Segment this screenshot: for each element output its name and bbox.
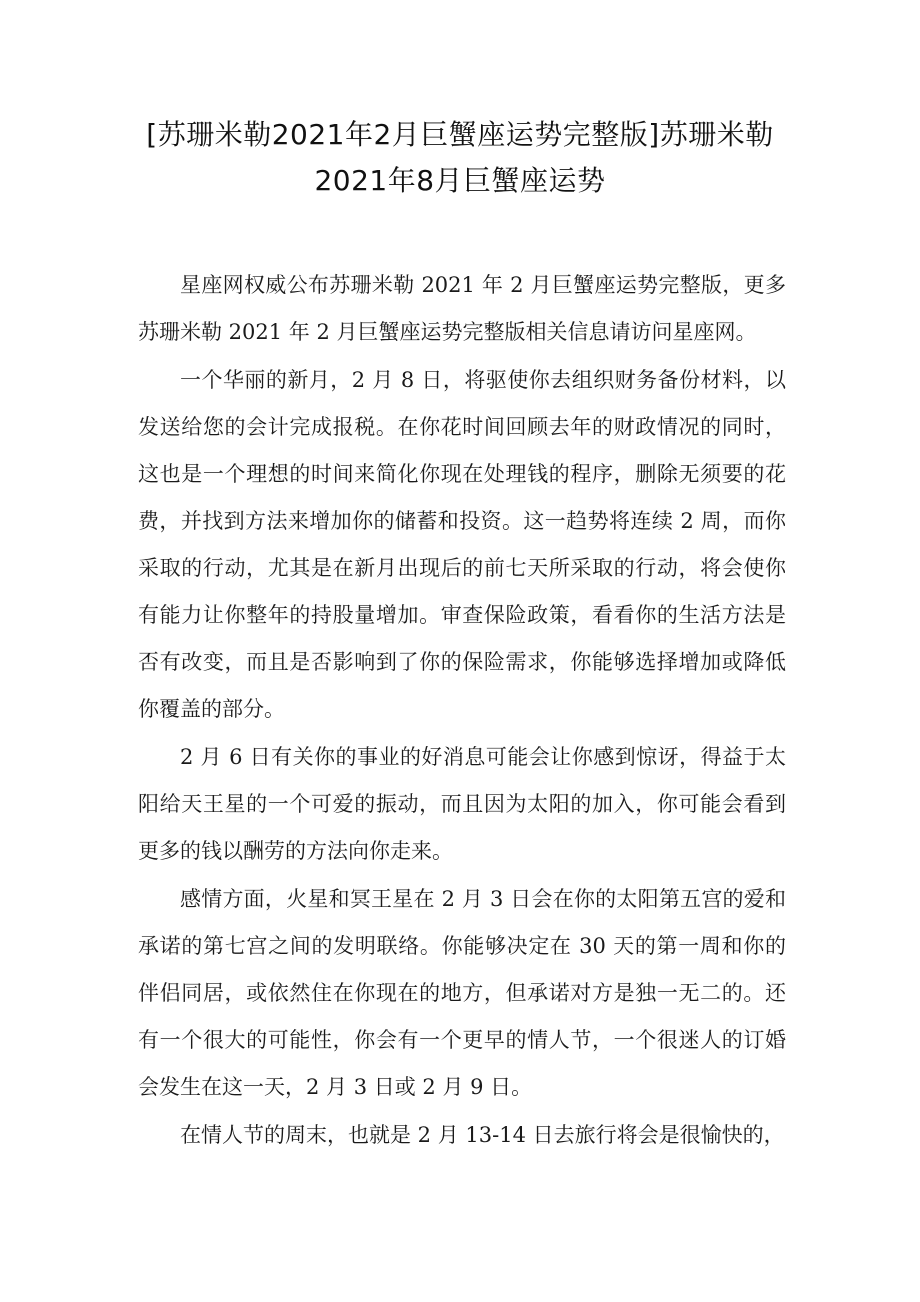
document-title: [120, 112, 800, 204]
paragraph-new-moon: 一个华丽的新月，2 月 8 日，将驱使你去组织财务备份材料，以发送给您的会计完成报税。在你花时间回顾去年的财政情况的同时，这也是一个理想的时间来简化你现在处理钱的程序，删除无须要的花费，并找到方法来增加你的储蓄和投资。这一趋势将连续 2 周，而你采取的行动，尤其是在新月出现后的前七天所采取的行动，将会使你有能力让你整年的持股量增加。审查保险政策，看看你的生活方法是否有改变，而且是否影响到了你的保险需求，你能够选择增加或降低你覆盖的部分。: [138, 368, 786, 721]
paragraph-career: 2 月 6 日有关你的事业的好消息可能会让你感到惊讶，得益于太阳给天王星的一个可爱的振动，而且因为太阳的加入，你可能会看到更多的钱以酬劳的方法向你走来。: [138, 745, 786, 863]
paragraph-intro: 星座网权威公布苏珊米勒 2021 年 2 月巨蟹座运势完整版，更多苏珊米勒 2021 年 2 月巨蟹座运势完整版相关信息请访问星座网。: [138, 273, 786, 344]
title-line-1: [苏珊米勒2021年2月巨蟹座运势完整版]苏珊米勒: [146, 118, 774, 151]
document-body: [138, 262, 786, 1159]
paragraph-valentine: 在情人节的周末，也就是 2 月 13-14 日去旅行将会是很愉快的，: [180, 1123, 785, 1147]
title-line-2: 2021年8月巨蟹座运势: [314, 164, 606, 197]
paragraph-love: 感情方面，火星和冥王星在 2 月 3 日会在你的太阳第五宫的爱和承诺的第七宫之间的发明联络。你能够决定在 30 天的第一周和你的伴侣同居，或依然住在你现在的地方，但承诺对方是独一无二的。还有一个很大的可能性，你会有一个更早的情人节，一个很迷人的订婚会发生在这一天，2 月 3 日或 2 月 9 日。: [138, 887, 786, 1099]
